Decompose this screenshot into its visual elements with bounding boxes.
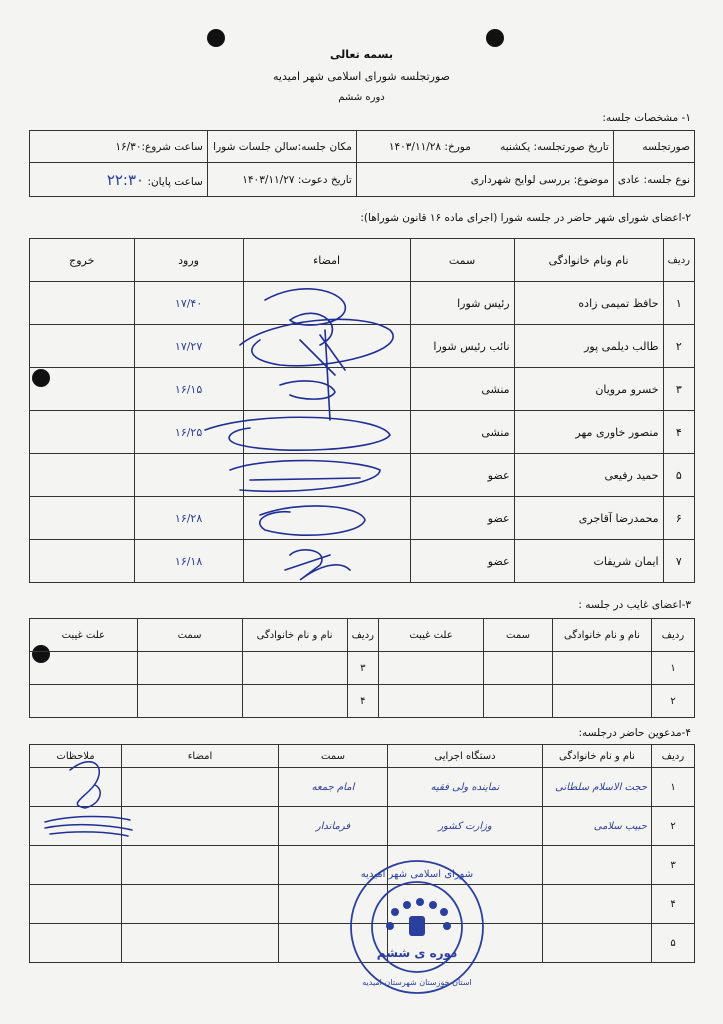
row-number: ۳: [663, 368, 694, 411]
col-absence-reason: علت غیبت: [30, 619, 138, 652]
dated-cell: مورخ: ۱۴۰۳/۱۱/۲۸: [356, 131, 475, 163]
table-row: [30, 768, 695, 807]
exit-time: [30, 282, 135, 325]
exit-time: [30, 454, 135, 497]
guest-name: [543, 885, 652, 924]
row-number: ۴: [347, 685, 378, 718]
signature-cell: [243, 368, 410, 411]
absence-reason: [379, 685, 484, 718]
row-number: ۵: [652, 924, 695, 963]
exit-time: [30, 497, 135, 540]
entry-time: ۱۷/۲۷: [134, 325, 243, 368]
row-number: ۳: [652, 846, 695, 885]
session-kind-cell: نوع جلسه: عادی: [613, 163, 694, 197]
entry-time: ۱۷/۴۰: [134, 282, 243, 325]
section-3-title: ۳-اعضای غایب در جلسه :: [578, 599, 691, 611]
invite-date-cell: تاریخ دعوت: ۱۴۰۳/۱۱/۲۷: [207, 163, 356, 197]
col-exit: خروج: [30, 239, 135, 282]
absent-role: [137, 685, 242, 718]
table-row: [30, 846, 695, 885]
section-2-title: ۲-اعضای شورای شهر حاضر در جلسه شورا (اجرای ماده ۱۶ قانون شوراها):: [360, 212, 691, 224]
guest-name: [543, 846, 652, 885]
col-row-number: ردیف: [663, 239, 694, 282]
entry-time: [134, 454, 243, 497]
document-title: صورتجلسه شورای اسلامی شهر امیدیه: [273, 70, 450, 83]
member-role: عضو: [410, 540, 514, 583]
member-role: منشی: [410, 368, 514, 411]
exit-time: [30, 540, 135, 583]
guest-notes: [30, 885, 122, 924]
table-row: [30, 924, 695, 963]
absent-name: [242, 685, 347, 718]
member-role: عضو: [410, 497, 514, 540]
meeting-place-cell: مکان جلسه:سالن جلسات شورا: [207, 131, 356, 163]
stamp-bottom-text: استان خوزستان شهرستان امیدیه: [362, 978, 472, 987]
table-row: [30, 807, 695, 846]
guest-notes: [30, 807, 122, 846]
signature-cell: [243, 282, 410, 325]
guest-name: [543, 924, 652, 963]
col-full-name: نام و نام خانوادگی: [242, 619, 347, 652]
col-full-name: نام و نام خانوادگی: [553, 619, 652, 652]
entry-time: ۱۶/۲۵: [134, 411, 243, 454]
member-name: ایمان شریفات: [514, 540, 663, 583]
guest-name: حبیب سلامی: [543, 807, 652, 846]
invited-guests-table: [29, 744, 695, 963]
guest-notes: [30, 846, 122, 885]
entry-time: ۱۶/۲۸: [134, 497, 243, 540]
meeting-type-cell: صورتجلسه: [613, 131, 694, 163]
guest-signature: [122, 768, 279, 807]
end-time-label: ساعت پایان:: [147, 175, 203, 188]
absence-reason: [30, 652, 138, 685]
col-row-number: ردیف: [347, 619, 378, 652]
end-time-handwritten: ۲۲:۳۰: [106, 170, 145, 189]
signature-cell: [243, 411, 410, 454]
table-row: [30, 497, 695, 540]
entry-time: ۱۶/۱۵: [134, 368, 243, 411]
guest-notes: [30, 924, 122, 963]
guest-organization: وزارت کشور: [388, 807, 543, 846]
absence-reason: [30, 685, 138, 718]
row-number: ۱: [652, 768, 695, 807]
row-number: ۶: [663, 497, 694, 540]
guest-organization: [388, 885, 543, 924]
basmala: بسمه تعالی: [330, 48, 393, 61]
col-full-name: نام و نام خانوادگی: [543, 745, 652, 768]
absent-name: [242, 652, 347, 685]
exit-time: [30, 411, 135, 454]
col-row-number: ردیف: [652, 745, 695, 768]
absent-name: [553, 652, 652, 685]
row-number: ۱: [652, 652, 695, 685]
table-row: [30, 282, 695, 325]
absent-name: [553, 685, 652, 718]
absent-members-table: [29, 618, 695, 718]
member-role: عضو: [410, 454, 514, 497]
table-row: [30, 325, 695, 368]
end-time-cell: [30, 163, 208, 197]
signature-cell: [243, 325, 410, 368]
section-4-title: ۴-مدعوین حاضر درجلسه:: [578, 727, 691, 739]
guest-role: [279, 885, 388, 924]
col-signature: امضاء: [243, 239, 410, 282]
col-organization: دستگاه اجرایی: [388, 745, 543, 768]
col-entry: ورود: [134, 239, 243, 282]
member-name: طالب دیلمی پور: [514, 325, 663, 368]
guest-role: فرماندار: [279, 807, 388, 846]
col-role: سمت: [410, 239, 514, 282]
guest-organization: [388, 924, 543, 963]
guest-organization: نماینده ولی فقیه: [388, 768, 543, 807]
table-row: [30, 411, 695, 454]
council-term: دوره ششم: [338, 92, 385, 103]
table-row: [30, 685, 695, 718]
punch-hole: [486, 29, 504, 47]
guest-role: امام جمعه: [279, 768, 388, 807]
stamp-middle-text: دوره ی ششم: [376, 946, 458, 960]
start-time-cell: ساعت شروع:۱۶/۳۰: [30, 131, 208, 163]
guest-notes: [30, 768, 122, 807]
member-name: منصور خاوری مهر: [514, 411, 663, 454]
signature-cell: [243, 540, 410, 583]
col-role: سمت: [137, 619, 242, 652]
row-number: ۴: [652, 885, 695, 924]
guest-name: حجت الاسلام سلطانی: [543, 768, 652, 807]
table-row: [30, 454, 695, 497]
guest-signature: [122, 846, 279, 885]
guest-role: [279, 846, 388, 885]
row-number: ۲: [663, 325, 694, 368]
row-number: ۱: [663, 282, 694, 325]
member-role: رئیس شورا: [410, 282, 514, 325]
table-row: [30, 885, 695, 924]
member-name: حمید رفیعی: [514, 454, 663, 497]
absent-role: [484, 685, 553, 718]
guest-signature: [122, 885, 279, 924]
col-absence-reason: علت غیبت: [379, 619, 484, 652]
member-name: حافظ تمیمی زاده: [514, 282, 663, 325]
member-name: محمدرضا آقاجری: [514, 497, 663, 540]
guest-signature: [122, 924, 279, 963]
signature-cell: [243, 497, 410, 540]
punch-hole: [207, 29, 225, 47]
row-number: ۵: [663, 454, 694, 497]
col-notes: ملاحظات: [30, 745, 122, 768]
col-full-name: نام ونام خانوادگی: [514, 239, 663, 282]
row-number: ۲: [652, 685, 695, 718]
col-role: سمت: [484, 619, 553, 652]
table-row: [30, 368, 695, 411]
minutes-date-cell: تاریخ صورتجلسه: یکشنبه: [475, 131, 614, 163]
member-role: نائب رئیس شورا: [410, 325, 514, 368]
exit-time: [30, 368, 135, 411]
row-number: ۳: [347, 652, 378, 685]
member-role: منشی: [410, 411, 514, 454]
guest-organization: [388, 846, 543, 885]
row-number: ۷: [663, 540, 694, 583]
guest-signature: [122, 807, 279, 846]
absence-reason: [379, 652, 484, 685]
row-number: ۴: [663, 411, 694, 454]
stamp-top-text: شورای اسلامی شهر امیدیه: [360, 869, 474, 880]
present-members-table: [29, 238, 695, 583]
signature-cell: [243, 454, 410, 497]
meeting-info-table: [29, 130, 695, 197]
table-row: [30, 652, 695, 685]
absent-role: [137, 652, 242, 685]
col-row-number: ردیف: [652, 619, 695, 652]
entry-time: ۱۶/۱۸: [134, 540, 243, 583]
absent-role: [484, 652, 553, 685]
table-row: [30, 540, 695, 583]
col-role: سمت: [279, 745, 388, 768]
exit-time: [30, 325, 135, 368]
member-name: خسرو مرویان: [514, 368, 663, 411]
row-number: ۲: [652, 807, 695, 846]
section-1-title: ۱- مشخصات جلسه:: [602, 112, 691, 124]
col-signature: امضاء: [122, 745, 279, 768]
guest-role: [279, 924, 388, 963]
subject-cell: موضوع: بررسی لوایح شهرداری: [356, 163, 613, 197]
